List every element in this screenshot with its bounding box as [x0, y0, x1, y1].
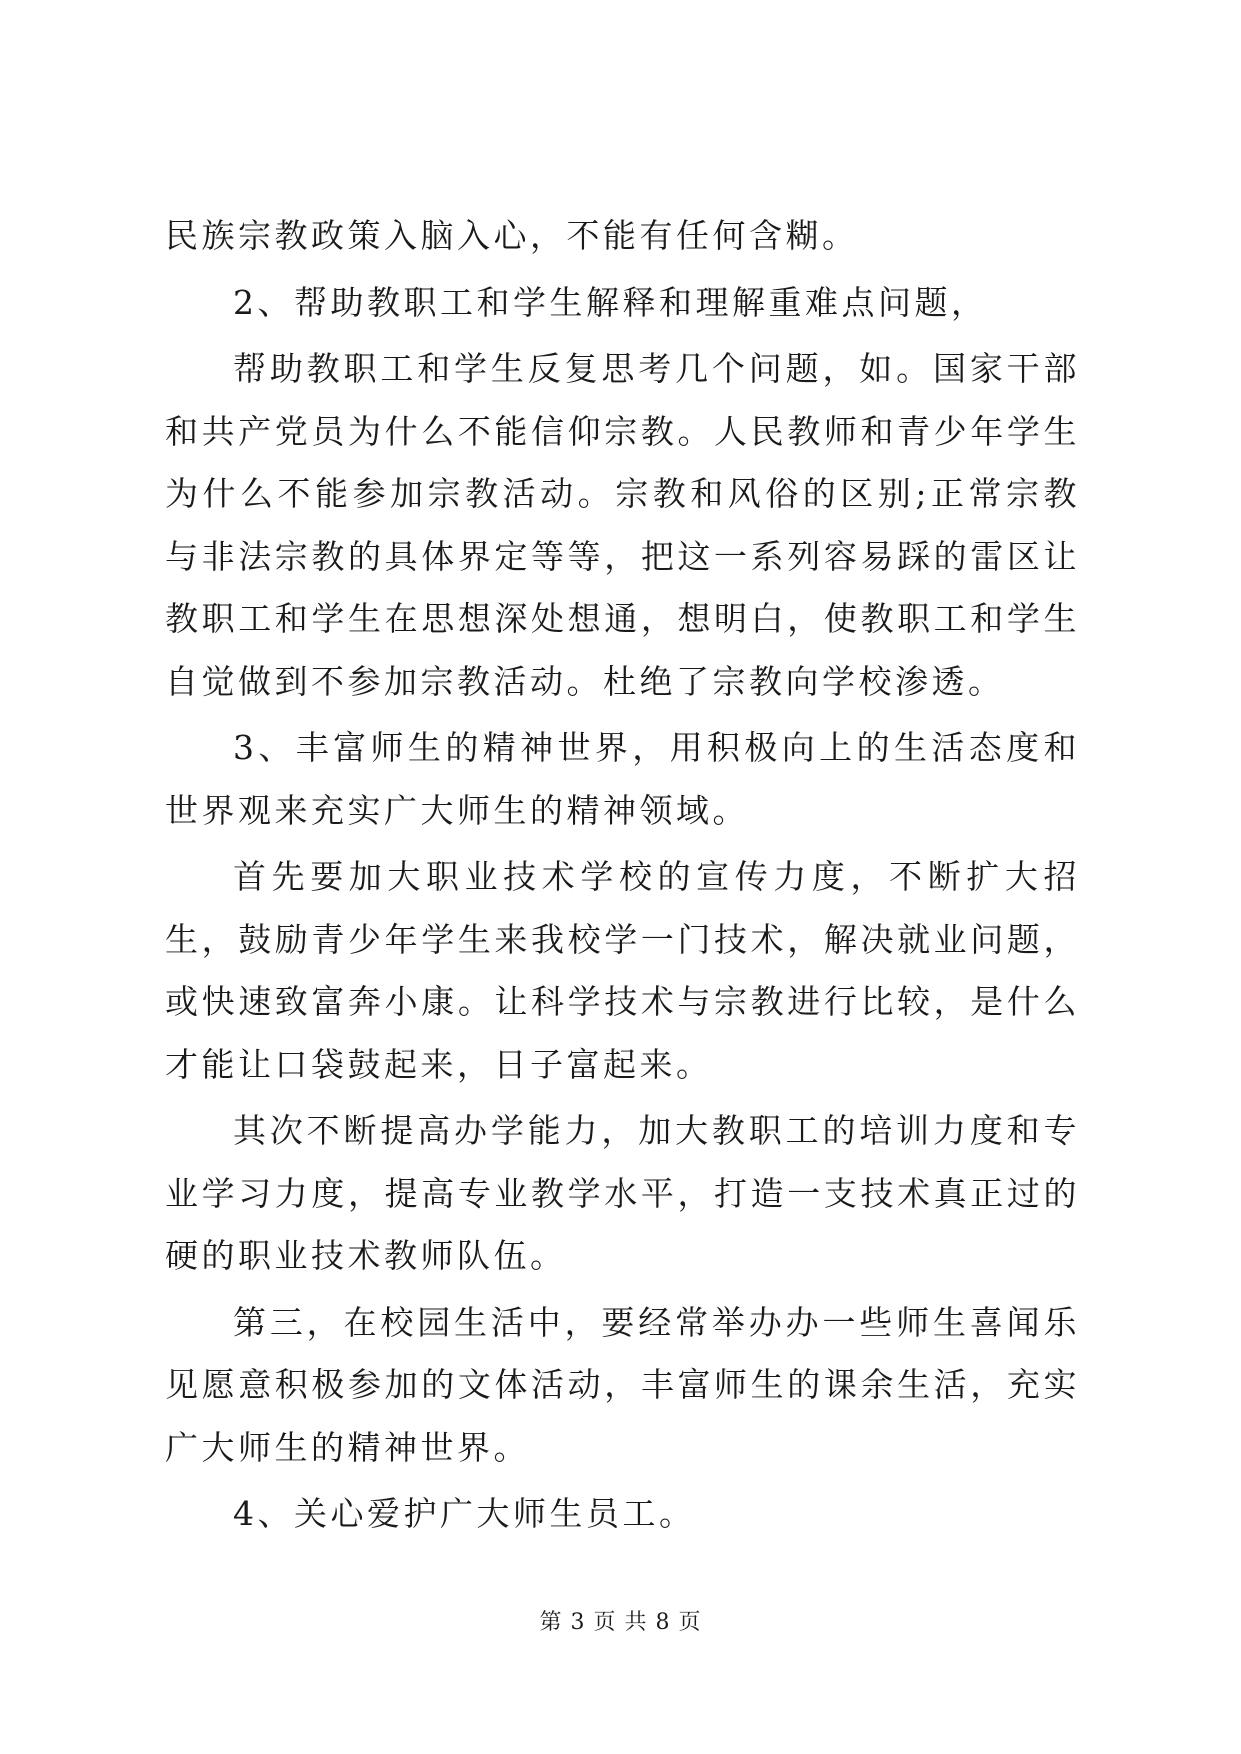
paragraph-2: 2、帮助教职工和学生解释和理解重难点问题，	[233, 282, 988, 322]
paragraph-4: 3、丰富师生的精神世界，用积极向上的生活态度和世界观来充实广大师生的精神领域。	[165, 728, 1080, 830]
paragraph-1: 民族宗教政策入脑入心，不能有任何含糊。	[165, 216, 859, 255]
document-body	[165, 205, 1080, 1546]
paragraph-5: 首先要加大职业技术学校的宣传力度，不断扩大招生，鼓励青少年学生来我校学一门技术，解决就业问题，或快速致富奔小康。让科学技术与宗教进行比较，是什么才能让口袋鼓起来，日子富起来。	[165, 857, 1080, 1084]
paragraph-6: 其次不断提高办学能力，加大教职工的培训力度和专业学习力度，提高专业教学水平，打造一支技术真正过的硬的职业技术教师队伍。	[165, 1111, 1080, 1275]
paragraph-7: 第三，在校园生活中，要经常举办办一些师生喜闻乐见愿意积极参加的文体活动，丰富师生的课余生活，充实广大师生的精神世界。	[165, 1302, 1080, 1467]
page-number-footer: 第 3 页 共 8 页	[539, 1610, 702, 1635]
paragraph-8: 4、关心爱护广大师生员工。	[233, 1494, 696, 1533]
paragraph-3: 帮助教职工和学生反复思考几个问题，如。国家干部和共产党员为什么不能信仰宗教。人民教师和青少年学生为什么不能参加宗教活动。宗教和风俗的区别;正常宗教与非法宗教的具体界定等等，把这一系列容易踩的雷区让教职工和学生在思想深处想通，想明白，使教职工和学生自觉做到不参加宗教活动。杜绝了宗教向学校渗透。	[165, 349, 1080, 701]
